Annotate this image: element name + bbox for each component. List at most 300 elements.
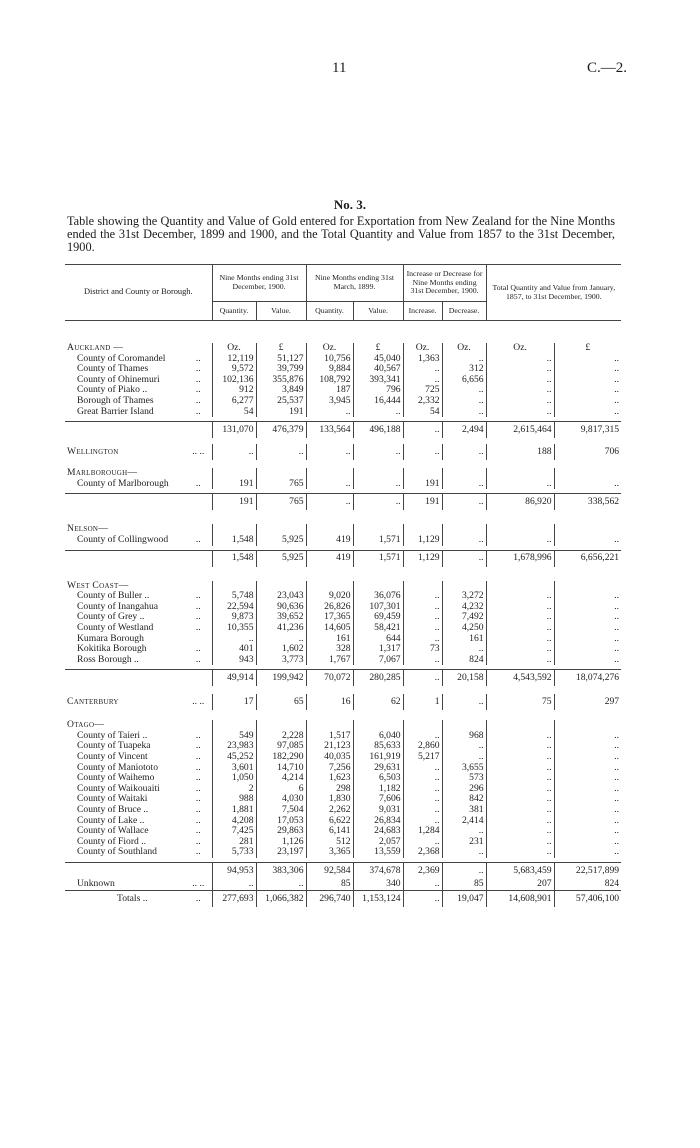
table-cell: .. [403,670,442,687]
table-cell: 69,459 [353,612,403,623]
table-cell: 2 [212,784,256,795]
table-cell: 765 [256,479,306,490]
table-cell: 10,355 [212,623,256,634]
table-cell: .. [256,879,306,891]
table-cell: .. [486,535,554,546]
table-cell: 26,826 [306,602,353,613]
table-cell: .. [554,655,621,666]
table-cell: 5,925 [256,550,306,567]
leader-dots: .. .. [192,695,205,707]
leader-dots: .. [195,729,201,741]
spacer-row [65,321,621,344]
table-cell: 9,031 [353,805,403,816]
table-cell: 17 [212,694,256,710]
table-cell: 191 [403,479,442,490]
table-cell: .. [486,741,554,752]
col-quantity-header: Quantity. [306,302,353,321]
table-cell: 231 [442,837,486,848]
table-cell: 549 [212,731,256,742]
table-cell: 706 [554,444,621,460]
row-label: Ross Borough .. [77,654,139,665]
leader-dots: .. [195,846,201,858]
row-label: County of Grey .. [77,612,145,623]
unit-label: Oz. [403,343,442,354]
table-cell: 1,571 [353,535,403,546]
leader-dots: .. [195,621,201,633]
table-cell: .. [403,602,442,613]
table-cell: 312 [442,364,486,375]
table-cell: .. [554,354,621,365]
table-cell: 4,208 [212,816,256,827]
leader-dots: .. [185,891,212,908]
table-cell: 9,884 [306,364,353,375]
table-cell: 4,232 [442,602,486,613]
row-label: County of Waihemo [77,773,155,784]
section-heading: Wellington [67,445,119,457]
table-cell: 512 [306,837,353,848]
section-heading: West Coast— [67,580,129,591]
table-cell: 24,683 [353,826,403,837]
table-cell: 6,656 [442,375,486,386]
table-cell: .. [403,623,442,634]
table-cell: .. [486,837,554,848]
table-cell: 1,548 [212,550,256,567]
table-cell: .. [486,773,554,784]
table-cell: 280,285 [353,670,403,687]
table-cell: .. [554,396,621,407]
table-cell: .. [554,731,621,742]
table-cell: .. [442,479,486,490]
table-cell: 3,773 [256,655,306,666]
table-cell: 12,119 [212,354,256,365]
table-cell: 2,615,464 [486,422,554,439]
table-cell: 6,040 [353,731,403,742]
table-cell [554,524,621,535]
gold-export-table [65,264,621,907]
table-cell: 1,066,382 [256,891,306,908]
table-cell: 1,284 [403,826,442,837]
section-heading: Nelson— [67,524,109,535]
col-total-header: Total Quantity and Value from January, 1857, to 31st December, 1900. [486,265,621,321]
table-cell: 1,153,124 [353,891,403,908]
row-label: Unknown [77,879,115,889]
leader-dots: .. [195,384,201,396]
row-label: County of Collingwood [77,534,169,545]
leader-dots: .. [195,782,201,794]
table-cell: .. [554,375,621,386]
table-cell: .. [486,375,554,386]
table-cell: 22,517,899 [554,863,621,880]
row-label: Great Barrier Island [77,406,154,417]
table-cell: .. [486,385,554,396]
table-cell: 86,920 [486,494,554,511]
table-cell: .. [486,602,554,613]
table-cell: 1,050 [212,773,256,784]
leader-dots: .. [195,814,201,826]
table-cell: 2,057 [353,837,403,848]
table-cell: 4,030 [256,794,306,805]
table-cell: .. [442,741,486,752]
table-cell: 20,158 [442,670,486,687]
table-cell: 9,020 [306,591,353,602]
table-row [65,535,621,546]
table-cell: 21,123 [306,741,353,752]
table-cell: 842 [442,794,486,805]
table-cell: 62 [353,694,403,710]
table-cell: .. [554,752,621,763]
row-label: County of Tuapeka [77,741,151,752]
table-cell: 824 [442,655,486,666]
table-cell: .. [442,385,486,396]
table-cell: .. [403,816,442,827]
unit-label: £ [353,343,403,354]
leader-dots: .. [195,477,201,489]
table-cell: 187 [306,385,353,396]
table-cell: .. [353,479,403,490]
table-cell: 75 [486,694,554,710]
table-cell: .. [486,816,554,827]
table-cell: .. [403,375,442,386]
table-row [65,396,621,407]
table-cell: 39,799 [256,364,306,375]
table-cell: 97,085 [256,741,306,752]
table-cell: 2,228 [256,731,306,742]
table-cell: 161 [442,634,486,645]
row-label: County of Piako .. [77,385,148,396]
table-cell: .. [403,634,442,645]
unit-label: Oz. [442,343,486,354]
table-cell: 14,605 [306,623,353,634]
table-cell: 3,601 [212,763,256,774]
leader-dots: .. [195,761,201,773]
unit-label: Oz. [306,343,353,354]
table-cell: .. [554,623,621,634]
table-cell [486,581,554,592]
table-cell: .. [486,826,554,837]
table-cell: 14,608,901 [486,891,554,908]
table-cell: 6 [256,784,306,795]
row-label: County of Bruce .. [77,805,149,816]
table-cell: 1,602 [256,644,306,655]
table-cell: .. [486,805,554,816]
table-cell: 476,379 [256,422,306,439]
table-cell: .. [403,837,442,848]
col-decrease-header: Decrease. [442,302,486,321]
leader-dots [185,550,212,567]
table-cell: 281 [212,837,256,848]
table-cell: .. [554,763,621,774]
table-cell: .. [403,891,442,908]
table-cell: 297 [554,694,621,710]
table-cell: 107,301 [353,602,403,613]
table-cell: 45,252 [212,752,256,763]
unit-label: Oz. [212,343,256,354]
spacer-row [65,686,621,694]
table-cell: 182,290 [256,752,306,763]
table-cell: 45,040 [353,354,403,365]
table-cell: .. [486,731,554,742]
table-cell: 7,504 [256,805,306,816]
table-cell: .. [442,535,486,546]
col-value-header: Value. [353,302,403,321]
table-cell: 912 [212,385,256,396]
document-reference: C.—2. [586,60,627,76]
row-label [65,550,185,567]
table-cell: 573 [442,773,486,784]
leader-dots: .. [195,825,201,837]
table-cell: 36,076 [353,591,403,602]
table-cell: 6,622 [306,816,353,827]
table-cell [554,581,621,592]
table-cell: 2,860 [403,741,442,752]
table-cell: .. [353,407,403,418]
table-row [65,407,621,418]
table-cell: 54 [403,407,442,418]
table-cell: 73 [403,644,442,655]
col-incdec-header: Increase or Decrease for Nine Months ending 31st December, 1900. [403,265,486,302]
leader-dots: .. [195,804,201,816]
table-cell: .. [403,364,442,375]
table-cell: .. [442,407,486,418]
table-cell: 207 [486,879,554,891]
table-cell: 7,492 [442,612,486,623]
table-cell: 393,341 [353,375,403,386]
table-cell: 1,623 [306,773,353,784]
table-cell: .. [554,816,621,827]
section-heading: Canterbury [67,695,119,707]
table-cell: 161 [306,634,353,645]
table-cell: .. [486,763,554,774]
table-cell: 5,925 [256,535,306,546]
table-cell: .. [554,741,621,752]
table-cell: 4,214 [256,773,306,784]
table-cell: .. [486,479,554,490]
subtotal-row [65,863,621,880]
row-label: County of Thames [77,364,149,375]
table-cell: .. [442,847,486,858]
leader-dots: .. [195,793,201,805]
section-heading: Marlborough— [67,468,138,479]
table-cell: 7,606 [353,794,403,805]
row-label: County of Marlborough [77,478,169,489]
table-cell: .. [486,784,554,795]
leader-dots: .. [195,533,201,545]
table-cell: .. [403,731,442,742]
leader-dots [185,863,212,880]
table-cell: 9,572 [212,364,256,375]
row-label [65,422,185,439]
table-cell: 7,256 [306,763,353,774]
table-cell: .. [403,655,442,666]
table-cell: 725 [403,385,442,396]
table-cell: .. [403,591,442,602]
table-cell: .. [442,694,486,710]
row-label: County of Maniototo [77,762,159,773]
row-label: County of Buller .. [77,591,150,602]
leader-dots [185,422,212,439]
table-cell: .. [403,879,442,891]
table-cell: 1,571 [353,550,403,567]
col-1900-header: Nine Months ending 31st December, 1900. [212,265,306,302]
table-cell: 51,127 [256,354,306,365]
table-cell: .. [403,805,442,816]
table-cell [486,468,554,479]
table-cell: 6,656,221 [554,550,621,567]
leader-dots: .. [195,653,201,665]
row-label: County of Lake .. [77,815,145,826]
table-cell: 6,503 [353,773,403,784]
table-cell: 943 [212,655,256,666]
table-cell: 92,584 [306,863,353,880]
table-cell: 188 [486,444,554,460]
row-label [65,670,185,687]
row-label: County of Ohinemuri [77,374,160,385]
col-value-header: Value. [256,302,306,321]
table-cell: 2,414 [442,816,486,827]
table-cell: .. [442,550,486,567]
table-cell: 1,830 [306,794,353,805]
unknown-row [65,879,621,891]
table-cell: 22,594 [212,602,256,613]
leader-dots: .. [195,373,201,385]
table-cell: .. [486,396,554,407]
table-cell: .. [554,407,621,418]
table-cell [554,720,621,731]
table-cell: 644 [353,634,403,645]
table-row [65,847,621,858]
table-cell: 29,863 [256,826,306,837]
table-cell: 25,537 [256,396,306,407]
unit-label: £ [554,343,621,354]
section-heading: Auckland — [67,343,124,353]
table-cell: 17,053 [256,816,306,827]
spacer-row [65,510,621,524]
row-label [65,494,185,511]
table-cell: 1,363 [403,354,442,365]
table-cell: 26,834 [353,816,403,827]
table-cell: .. [554,794,621,805]
table-cell: 5,217 [403,752,442,763]
table-cell: .. [554,612,621,623]
table-cell: 18,074,276 [554,670,621,687]
table-number: No. 3. [333,197,367,212]
table-cell: .. [442,644,486,655]
row-label: County of Vincent [77,752,148,763]
table-cell: 16,444 [353,396,403,407]
table-cell: .. [486,847,554,858]
col-district-header: District and County or Borough. [65,265,212,321]
table-cell: 23,983 [212,741,256,752]
leader-dots: .. [195,352,201,364]
table-cell: 338,562 [554,494,621,511]
table-cell: 57,406,100 [554,891,621,908]
spacer-row [65,460,621,468]
table-cell: .. [442,354,486,365]
table-cell: .. [554,805,621,816]
table-cell: 23,197 [256,847,306,858]
table-cell [486,524,554,535]
table-cell: 7,067 [353,655,403,666]
table-cell: 9,873 [212,612,256,623]
table-cell: .. [403,773,442,784]
table-row [65,623,621,634]
table-cell: 796 [353,385,403,396]
table-cell: .. [486,634,554,645]
subtotal-row [65,550,621,567]
table-cell [554,468,621,479]
table-cell: 296,740 [306,891,353,908]
table-cell: 17,365 [306,612,353,623]
table-cell: 419 [306,535,353,546]
table-cell: 2,262 [306,805,353,816]
table-cell: .. [554,837,621,848]
subtotal-row [65,422,621,439]
table-caption: Table showing the Quantity and Value of Gold entered for Exportation from New Zealand for the Nine Months ended the 31st December, 1899 and 1900, and the Total Quantity and Value from 1857 to the 31st December, 1900. [67,214,615,254]
table-cell: 1,129 [403,535,442,546]
table-cell: 2,332 [403,396,442,407]
table-cell: .. [554,591,621,602]
row-label: County of Waikouaiti [77,783,160,794]
table-cell: 1,129 [403,550,442,567]
table-cell: .. [212,879,256,891]
table-cell: 16 [306,694,353,710]
subtotal-row [65,494,621,511]
table-cell: .. [486,354,554,365]
table-cell: .. [442,752,486,763]
section-heading-row [65,468,621,479]
table-cell: 102,136 [212,375,256,386]
table-cell: 2,494 [442,422,486,439]
leader-dots: .. [195,751,201,763]
leader-dots: .. [195,363,201,375]
table-cell: .. [486,407,554,418]
table-cell: .. [554,479,621,490]
table-cell: 161,919 [353,752,403,763]
col-quantity-header: Quantity. [212,302,256,321]
table-cell: 5,683,459 [486,863,554,880]
table-cell: 85,633 [353,741,403,752]
leader-dots: .. [195,611,201,623]
leader-dots: .. .. [192,445,205,457]
table-cell: 9,817,315 [554,422,621,439]
table-cell: 824 [554,879,621,891]
table-cell: 14,710 [256,763,306,774]
table-cell: 131,070 [212,422,256,439]
table-cell: 108,792 [306,375,353,386]
table-cell: .. [256,634,306,645]
leader-dots: .. [195,405,201,417]
table-cell: 6,141 [306,826,353,837]
table-row [65,479,621,490]
table-row [65,655,621,666]
table-cell: 296 [442,784,486,795]
table-cell: 5,733 [212,847,256,858]
totals-row [65,891,621,908]
table-cell: .. [486,752,554,763]
row-label: County of Coromandel [77,353,166,364]
col-1899-header: Nine Months ending 31st March, 1899. [306,265,403,302]
table-cell: .. [486,655,554,666]
leader-dots: .. [195,835,201,847]
table-cell: .. [486,364,554,375]
table-cell: .. [486,644,554,655]
table-cell: 4,250 [442,623,486,634]
table-cell: 2,369 [403,863,442,880]
table-cell: .. [554,644,621,655]
leader-dots [185,494,212,511]
row-label: Kumara Borough [77,633,144,644]
table-cell: 383,306 [256,863,306,880]
